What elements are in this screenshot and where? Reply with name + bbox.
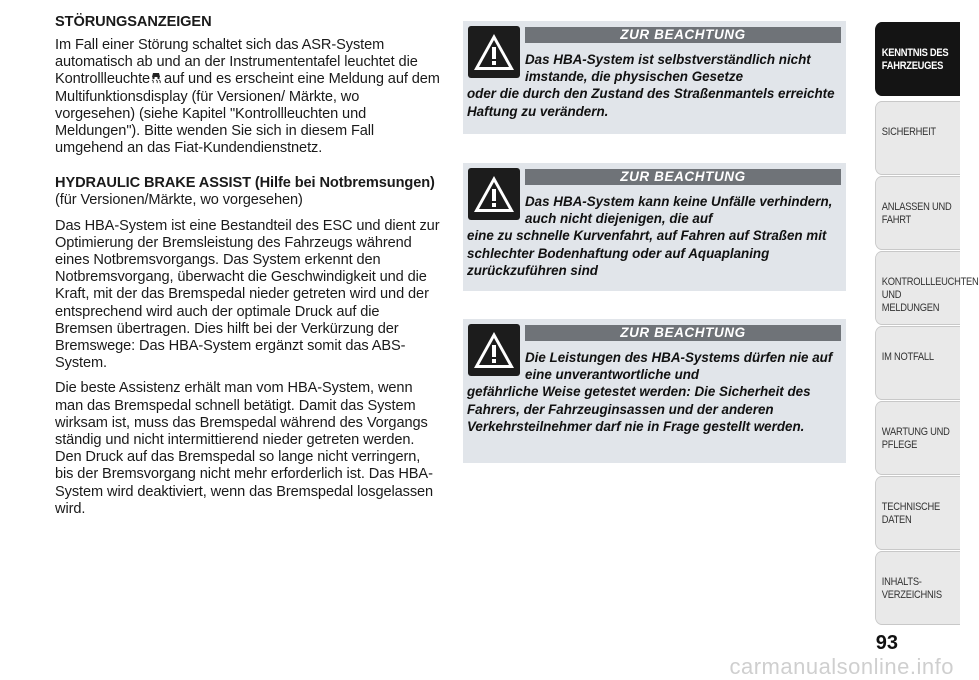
tab-kontrollleuchten[interactable] [875,251,979,325]
note-body-first: Das HBA-System ist selbstverständlich nicht imstande, die physischen Gesetze [525,52,811,85]
note-body-rest: eine zu schnelle Kurvenfahrt, auf Fahren auf Straßen mit schlechter Bodenhaftung oder auf Aquaplaning zurückzuführen sind [467,228,827,278]
paragraph-fault-display [55,37,440,157]
tab-kenntnis-des-fahrzeuges[interactable] [875,22,960,96]
paragraph-part-b: auf und es erscheint eine Meldung auf dem Multifunktionsdisplay (für Versionen/ Märkte, wo vorgesehen) (siehe Kapitel "Kontrollleuchten und Meldungen"). Bitte wenden Sie sich in diesem Fall umgehend an das Fiat-Kundendienstnetz. [55,71,440,157]
tab-inhaltsverzeichnis[interactable] [875,551,960,625]
tab-label-line1: WARTUNG UND [881,426,950,438]
tab-im-notfall[interactable] [875,326,960,400]
note-body-first: Die Leistungen des HBA-Systems dürfen nie auf eine unverantwortliche und [525,350,833,383]
tab-label-line1: ANLASSEN UND [881,201,952,213]
note-header: ZUR BEACHTUNG [525,27,841,43]
tab-label-line1: IM NOTFALL [881,351,934,363]
section-heading-hba [55,175,440,192]
warning-note-3 [463,319,846,463]
note-header: ZUR BEACHTUNG [525,169,841,185]
tab-label-line2: FAHRT [881,214,912,226]
note-header: ZUR BEACHTUNG [525,325,841,341]
tab-label-line2: FAHRZEUGES [881,60,944,72]
tab-anlassen-und-fahrt[interactable] [875,176,960,250]
watermark: carmanualsonline.info [729,654,954,679]
main-text-column [55,14,440,526]
tab-label-line2: UND MELDUNGEN [881,289,940,314]
warning-note-1 [463,21,846,134]
paragraph-hba-description: Das HBA-System ist eine Bestandteil des ESC und dient zur Optimierung der Bremsleistung des Fahrzeugs während eines Notbremsvorgangs. Das System erkennt den Notbremsvorgang, überwacht die Geschwindigkeit und die Kraft, mit der das Bremspedal nieder getreten wird und der entsprechend wird auch der optimale Druck auf die Bremsen übertragen. Dies hilft bei der Verkürzung der Bremswege: Das HBA-System ergänzt somit das ABS-System. [55,217,440,372]
tab-label-line1: INHALTS- [881,576,922,588]
tab-label-line2: VERZEICHNIS [881,589,942,601]
paragraph-hba-assistance: Die beste Assistenz erhält man vom HBA-System, wenn man das Bremspedal schnell betätigt. Damit das System wirksam ist, muss das Bremspedal während des Vorgangs ständig und nicht intermittierend nieder getreten werden. Den Druck auf das Bremspedal so lange nicht verringern, bis der Bremsvorgang nicht mehr erforderlich ist. Das HBA-System wird deaktiviert, wenn das Bremspedal losgelassen wird. [55,380,434,517]
warning-triangle-icon [468,26,520,78]
tab-label-line1: TECHNISCHE DATEN [881,501,941,526]
tab-label-line1: KONTROLLLEUCHTEN [881,276,979,288]
paragraph-part-a: Im Fall einer Störung schaltet sich das ASR-System automatisch ab und an der Instrumententafel leuchtet die Kontrollleuchte [55,37,418,88]
page-number: 93 [875,632,898,654]
tab-label-line2: PFLEGE [881,439,918,451]
tab-label-line1: SICHERHEIT [881,126,936,138]
tab-technische-daten[interactable] [875,476,960,550]
warning-triangle-icon [468,168,520,220]
tab-wartung-und-pflege[interactable] [875,401,960,475]
warning-note-2 [463,163,846,291]
note-body-first: Das HBA-System kann keine Unfälle verhindern, auch nicht diejenigen, die auf [525,194,833,227]
note-body-rest: gefährliche Weise getestet werden: Die Sicherheit des Fahrers, der Fahrzeuginsassen und der anderen Verkehrsteilnehmer darf nie in Frage gestellt werden. [467,384,811,434]
skid-warning-icon [151,72,161,85]
section-heading-hba-text: HYDRAULIC BRAKE ASSIST (Hilfe bei Notbremsungen) [55,175,435,192]
tab-label-line1: KENNTNIS DES [881,47,949,59]
section-heading-hba-sub: (für Versionen/Märkte, wo vorgesehen) [55,192,303,209]
note-body-rest: oder die durch den Zustand des Straßenmantels erreichte Haftung zu verändern. [467,86,835,119]
warning-triangle-icon [468,324,520,376]
tab-sicherheit[interactable] [875,101,960,175]
section-heading-faults: STÖRUNGSANZEIGEN [55,14,212,30]
